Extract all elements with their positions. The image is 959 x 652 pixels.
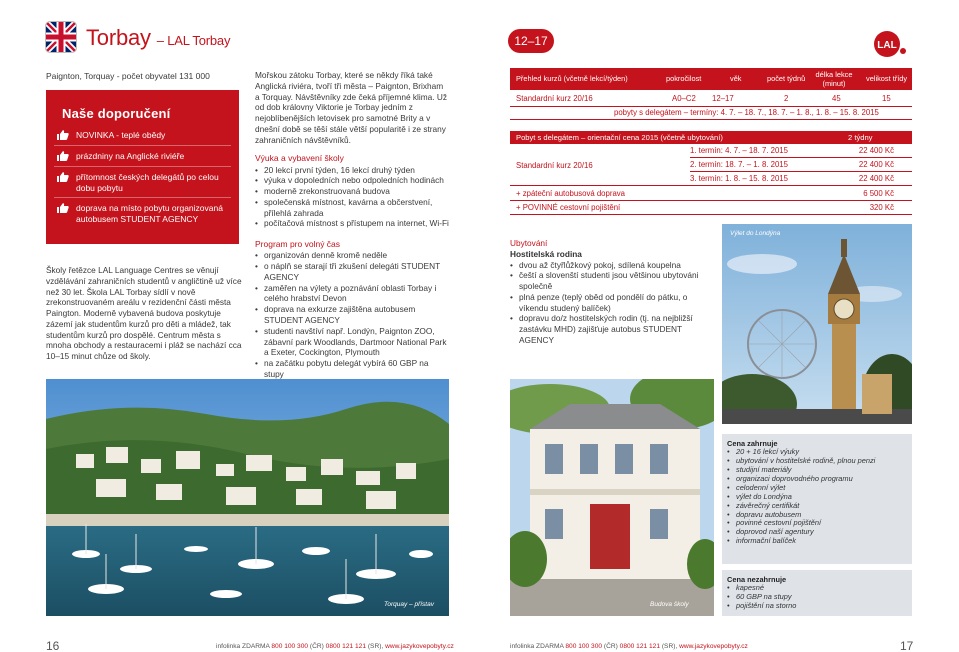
list-item: • zaměřen na výlety a poznávání oblasti Torbay i celého hrabství Devon — [255, 283, 450, 305]
list-item: • počítačová místnost s přístupem na internet, Wi-Fi — [255, 218, 450, 229]
term-price: 22 400 Kč — [858, 160, 894, 169]
photo-caption: Výlet do Londýna — [730, 230, 781, 237]
thumbs-up-icon — [56, 203, 69, 213]
recommendation-text: přítomnost českých delegátů po celou dobu pobytu — [76, 172, 219, 194]
list-item: • dvou až čtyřlůžkový pokoj, sdílená koupelna — [510, 260, 710, 271]
table-cell: 12–17 — [712, 94, 734, 103]
list-item: • čeští a slovenští studenti jsou většinou ubytováni společně — [510, 270, 710, 292]
accommodation-heading: Ubytování — [510, 238, 548, 248]
accommodation-section — [510, 238, 710, 346]
program-heading: Program pro volný čas — [255, 239, 341, 250]
column-header: pokročilost — [666, 74, 702, 83]
divider — [54, 145, 231, 146]
table-cell: Standardní kurz 20/16 — [516, 94, 593, 103]
accommodation-list — [510, 260, 710, 346]
list-item: • pojištění na storno — [727, 602, 912, 611]
term-price: 22 400 Kč — [858, 174, 894, 183]
list-item: • informační balíček — [727, 537, 912, 546]
recommendations-box — [46, 90, 239, 244]
teaching-heading: Výuka a vybavení školy — [255, 153, 344, 164]
recommendation-text: NOVINKA - teplé obědy — [76, 130, 166, 140]
divider — [510, 200, 912, 201]
column-header: počet týdnů — [767, 74, 806, 83]
divider — [510, 119, 912, 120]
recommendation-text: doprava na místo pobytu organizovaná autobusem STUDENT AGENCY — [76, 203, 223, 225]
london-photo — [722, 224, 912, 424]
thumbs-up-icon — [56, 172, 69, 182]
column-header: Přehled kurzů (včetně lekcí/týden) — [516, 74, 628, 83]
price-rows — [510, 146, 912, 186]
list-item: • dopravu autobusem — [727, 511, 912, 520]
program-list — [255, 250, 450, 379]
population-text: Paignton, Torquay - počet obyvatel 131 000 — [46, 71, 210, 81]
table-row — [510, 94, 912, 104]
torquay-photo — [46, 379, 449, 616]
footer-sk-tag: (SR), — [367, 643, 384, 650]
column-header: délka lekce (minut) — [815, 70, 853, 88]
divider — [690, 157, 912, 158]
list-item: • doprava na exkurze zajištěna autobusem STUDENT AGENCY — [255, 304, 450, 326]
title-subtitle: – LAL Torbay — [156, 33, 231, 48]
divider — [54, 197, 231, 198]
list-item: • povinné cestovní pojištění — [727, 519, 912, 528]
list-item: • společenská místnost, kavárna a občerstvení, přílehlá zahrada — [255, 197, 450, 219]
thumbs-up-icon — [56, 130, 69, 140]
price-table-duration: 2 týdny — [848, 133, 873, 142]
table-cell: 45 — [832, 94, 841, 103]
list-item: • výlet do Londýna — [727, 493, 912, 502]
extra-row — [510, 203, 912, 213]
table-cell: 2 — [784, 94, 789, 103]
lal-logo — [872, 30, 910, 58]
course-name: Standardní kurz 20/16 — [516, 161, 593, 170]
title-text: Torbay — [86, 25, 151, 50]
divider — [510, 106, 912, 107]
school-description: Školy řetězce LAL Language Centres se věnují vzdělávání zahraničních studentů v angličtině už více než 30 let. Škola LAL Torbay sídlí v nově zrekonstruovaném areálu v rezidenční části města Paington. Moderně vybavená budova poskytuje zázemí jak studentům kurzů pro děti a mládež, tak studentům kurzů pro dospělé. Centrum města s mnoha obchody a restauracemi i pláž se nachází cca 10–15 minut chůze od školy. — [46, 265, 242, 362]
term-price: 22 400 Kč — [858, 146, 894, 155]
list-item: • 20 lekcí první týden, 16 lekcí druhý týden — [255, 165, 450, 176]
footer-free-label: ZDARMA — [242, 643, 270, 650]
term-label: 1. termín: 4. 7. – 18. 7. 2015 — [690, 146, 788, 155]
divider — [510, 185, 912, 186]
svg-text:LAL: LAL — [877, 40, 897, 51]
list-item: • dopravu do/z hostitelských rodin (tj. na nejbližší zastávku MHD) zajišťuje autobus STUDENT AGENCY — [510, 313, 710, 345]
extra-price: 6 500 Kč — [863, 189, 894, 198]
footer-cz-tag: (ČR) — [603, 643, 618, 650]
photo-caption: Torquay – přístav — [384, 601, 434, 608]
delegates-note-row — [510, 108, 912, 118]
footer-phone-cz: 800 100 300 — [271, 643, 309, 650]
footer-contact-left — [216, 643, 454, 651]
extra-price: 320 Kč — [869, 203, 894, 212]
footer-phone-sk: 0800 121 121 — [325, 643, 366, 650]
footer-free-label: ZDARMA — [536, 643, 564, 650]
table-cell: 15 — [882, 94, 891, 103]
extra-label: + zpáteční autobusová doprava — [516, 189, 626, 198]
list-item: • studenti navštíví např. Londýn, Paignton ZOO, zábavní park Woodlands, Dartmoor National Park a Exeter, Cockington, Plymouth — [255, 326, 450, 358]
divider — [690, 171, 912, 172]
list-item: • o náplň se starají tři zkušení delegáti STUDENT AGENCY — [255, 261, 450, 283]
footer-info-label: infolinka — [510, 643, 535, 650]
recommendation-text: prázdniny na Anglické riviéře — [76, 151, 185, 161]
list-item: • moderně zrekonstruovaná budova — [255, 186, 450, 197]
term-label: 3. termín: 1. 8. – 15. 8. 2015 — [690, 174, 788, 183]
list-item: • celodenní výlet — [727, 484, 912, 493]
price-table-header — [510, 131, 912, 144]
school-photo — [510, 379, 714, 616]
extra-label: + POVINNÉ cestovní pojištění — [516, 203, 621, 212]
excludes-title: Cena nezahrnuje — [727, 575, 787, 584]
extra-row — [510, 189, 912, 199]
list-item: • závěrečný certifikát — [727, 502, 912, 511]
footer-info-label: infolinka — [216, 643, 241, 650]
page-title — [86, 24, 230, 52]
uk-flag-icon — [46, 22, 76, 52]
price-excludes-box — [722, 570, 912, 616]
page-number-left: 16 — [46, 639, 60, 652]
list-item: • organizaci doprovodného programu — [727, 475, 912, 484]
middle-column — [255, 70, 450, 380]
page-number-right: 17 — [900, 639, 914, 652]
footer-website-link[interactable]: www.jazykovepobyty.cz — [385, 643, 454, 650]
teaching-list — [255, 165, 450, 230]
intro-paragraph: Mořskou zátoku Torbay, které se někdy říká také Anglická riviéra, tvoří tři města – Paignton, Brixham a Torquay. Návštěvníky zde čeká příjemné klima. Už od dob královny Viktorie je Torbay jedním z nejoblíbenějších letovisek pro samotné Brity a v dnešní době se těší stále větší popularitě i ze strany zahraničních návštěvníků. — [255, 70, 447, 145]
course-table-header — [510, 68, 912, 90]
list-item: • plná penze (teplý oběd od pondělí do pátku, o víkendu studený balíček) — [510, 292, 710, 314]
list-item: • výuka v dopoledních nebo odpoledních hodinách — [255, 175, 450, 186]
footer-phone-cz: 800 100 300 — [565, 643, 603, 650]
includes-list — [727, 448, 912, 546]
delegates-note: pobyty s delegátem – termíny: 4. 7. – 18. 7., 18. 7. – 1. 8., 1. 8. – 15. 8. 2015 — [614, 108, 879, 117]
list-item: • studijní materiály — [727, 466, 912, 475]
photo-caption: Budova školy — [650, 601, 689, 608]
list-item: • organizován denně kromě neděle — [255, 250, 450, 261]
age-badge: 12–17 — [508, 29, 554, 53]
column-header: věk — [730, 74, 742, 83]
divider — [54, 166, 231, 167]
list-item: • kapesné — [727, 584, 912, 593]
column-header: velikost třídy — [866, 74, 908, 83]
footer-website-link[interactable]: www.jazykovepobyty.cz — [679, 643, 748, 650]
price-includes-box — [722, 434, 912, 564]
footer-contact-right — [510, 643, 748, 651]
list-item: • 20 + 16 lekcí výuky — [727, 448, 912, 457]
list-item: • 60 GBP na stupy — [727, 593, 912, 602]
list-item: • na začátku pobytu delegát vybírá 60 GBP na stupy — [255, 358, 450, 380]
term-label: 2. termín: 18. 7. – 1. 8. 2015 — [690, 160, 788, 169]
footer-cz-tag: (ČR) — [309, 643, 324, 650]
list-item: • ubytování v hostitelské rodině, plnou penzi — [727, 457, 912, 466]
excludes-list — [727, 584, 912, 611]
accommodation-subtitle: Hostitelská rodina — [510, 248, 582, 259]
footer-phone-sk: 0800 121 121 — [619, 643, 660, 650]
includes-title: Cena zahrnuje — [727, 439, 778, 448]
footer-sk-tag: (SR), — [661, 643, 678, 650]
price-table-title: Pobyt s delegátem – orientační cena 2015 (včetně ubytování) — [516, 133, 723, 142]
table-cell: A0–C2 — [672, 94, 696, 103]
divider — [510, 214, 912, 215]
list-item: • doprovod naší agentury — [727, 528, 912, 537]
recommendations-title: Naše doporučení — [62, 106, 171, 121]
thumbs-up-icon — [56, 151, 69, 161]
